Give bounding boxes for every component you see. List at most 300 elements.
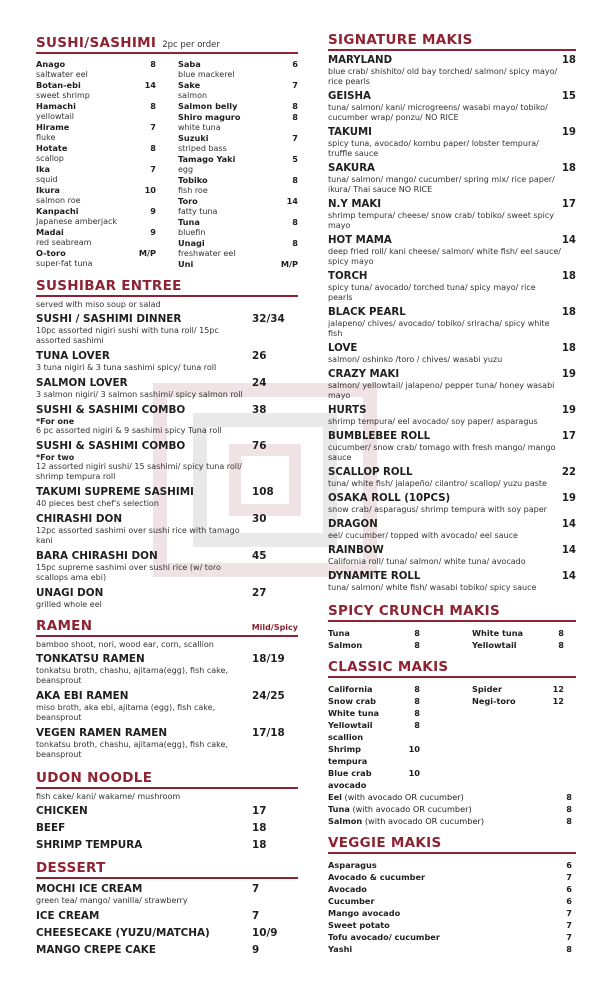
item-price: 8 bbox=[150, 101, 156, 111]
item-name: DRAGON bbox=[328, 519, 378, 530]
item-name: SALMON LOVER bbox=[36, 377, 128, 389]
item-name: CHICKEN bbox=[36, 805, 88, 817]
item-name: TORCH bbox=[328, 271, 368, 282]
sushi-item-row bbox=[178, 154, 298, 165]
item-price: 8 bbox=[566, 804, 572, 814]
item-description: eel/ cucumber/ topped with avocado/ eel sauce bbox=[328, 531, 518, 540]
sushi-item-row bbox=[178, 80, 298, 91]
item-name: Negi-toro bbox=[472, 696, 516, 706]
item-price: 8 bbox=[414, 720, 420, 730]
item-price: 7 bbox=[566, 932, 572, 942]
menu-item-row bbox=[36, 550, 298, 563]
item-description: bluefin bbox=[178, 228, 206, 237]
item-price: 8 bbox=[558, 628, 564, 638]
sushi-item-row bbox=[36, 80, 156, 91]
sushi-sashimi-section bbox=[36, 32, 298, 270]
spicy-crunch-section bbox=[328, 603, 576, 651]
menu-item-row bbox=[36, 513, 298, 526]
item-name: Salmon belly bbox=[178, 101, 238, 111]
item-price: 7 bbox=[252, 883, 260, 895]
maki-item bbox=[328, 235, 576, 267]
menu-item-row bbox=[36, 350, 298, 363]
item-price: 7 bbox=[252, 910, 260, 922]
maki-item-row bbox=[328, 519, 576, 531]
item-name: SUSHI & SASHIMI COMBO bbox=[36, 404, 186, 416]
menu-item-row bbox=[36, 727, 298, 740]
maki-item-row bbox=[328, 571, 576, 583]
sushi-item-row bbox=[36, 185, 156, 196]
item-description: 3 tuna nigiri & 3 tuna sashimi spicy/ tuna roll bbox=[36, 363, 217, 372]
sushi-item bbox=[178, 217, 298, 238]
item-price: 17 bbox=[252, 805, 267, 817]
item-description: deep fried roll/ kani cheese/ salmon/ white fish/ eel sauce/ spicy mayo bbox=[328, 247, 561, 266]
menu-item-row bbox=[36, 927, 298, 940]
sushi-item-row bbox=[36, 164, 156, 175]
item-price: 8 bbox=[150, 143, 156, 153]
item-price: 18 bbox=[561, 343, 576, 354]
item-price: 38 bbox=[252, 404, 267, 416]
sushi-item bbox=[178, 133, 298, 154]
ramen-section bbox=[36, 618, 298, 760]
menu-item bbox=[36, 587, 298, 610]
maki-list-item bbox=[472, 695, 564, 707]
maki-item-row bbox=[328, 307, 576, 319]
maki-list-item bbox=[328, 683, 420, 695]
item-description: tonkatsu broth, chashu, ajitama(egg), fish cake, beansprout bbox=[36, 740, 228, 759]
item-name: GEISHA bbox=[328, 91, 371, 102]
item-name: Saba bbox=[178, 59, 201, 69]
item-description: 10pc assorted nigiri sushi with tuna roll/ 15pc assorted sashimi bbox=[36, 326, 219, 345]
menu-item bbox=[36, 550, 298, 583]
item-name: RAINBOW bbox=[328, 545, 384, 556]
item-name: CHEESECAKE (YUZU/MATCHA) bbox=[36, 927, 210, 939]
item-name: Yashi bbox=[328, 944, 353, 954]
item-name: Shiro maguro bbox=[178, 112, 241, 122]
sushi-list-left bbox=[36, 59, 156, 270]
item-name: Ikura bbox=[36, 185, 60, 195]
item-price: 27 bbox=[252, 587, 267, 599]
menu-item bbox=[36, 944, 298, 957]
menu-item bbox=[36, 313, 298, 346]
left-column bbox=[36, 32, 298, 957]
sushi-item bbox=[178, 175, 298, 196]
sushi-item bbox=[178, 196, 298, 217]
signature-list bbox=[328, 55, 576, 593]
sushi-item bbox=[36, 101, 156, 122]
maki-item bbox=[328, 369, 576, 401]
item-price: 19 bbox=[561, 127, 576, 138]
item-description: scallop bbox=[36, 154, 64, 163]
maki-list-item bbox=[328, 815, 576, 827]
sushi-item-row bbox=[178, 259, 298, 270]
maki-item bbox=[328, 343, 576, 365]
sushi-item bbox=[36, 143, 156, 164]
maki-item bbox=[328, 127, 576, 159]
item-price: 17 bbox=[561, 431, 576, 442]
right-column bbox=[328, 32, 576, 955]
item-price: 8 bbox=[414, 684, 420, 694]
item-name: VEGEN RAMEN RAMEN bbox=[36, 727, 168, 739]
menu-item-row bbox=[36, 839, 298, 852]
item-name: ICE CREAM bbox=[36, 910, 100, 922]
item-name: MOCHI ICE CREAM bbox=[36, 883, 143, 895]
maki-list-item bbox=[328, 883, 576, 895]
udon-header bbox=[36, 770, 298, 789]
item-price: 5 bbox=[292, 154, 298, 164]
item-price: 6 bbox=[566, 896, 572, 906]
item-price: 7 bbox=[566, 920, 572, 930]
sushi-list-right bbox=[178, 59, 298, 270]
spice-level-note: Mild/Spicy bbox=[251, 623, 298, 632]
item-price: 8 bbox=[414, 708, 420, 718]
item-name: Asparagus bbox=[328, 860, 377, 870]
sushi-item-row bbox=[178, 196, 298, 207]
dessert-list bbox=[36, 883, 298, 957]
item-name: Avocado & cucumber bbox=[328, 872, 426, 882]
maki-list-item bbox=[328, 919, 576, 931]
item-name: Toro bbox=[178, 196, 198, 206]
item-name: Yellowtail bbox=[472, 640, 517, 650]
item-name: Tuna bbox=[328, 804, 350, 814]
maki-item-row bbox=[328, 271, 576, 283]
item-description: fluke bbox=[36, 133, 56, 142]
section-description: bamboo shoot, nori, wood ear, corn, scallion bbox=[36, 640, 214, 649]
item-name: TONKATSU RAMEN bbox=[36, 653, 145, 665]
classic-header bbox=[328, 659, 576, 678]
maki-item bbox=[328, 199, 576, 231]
maki-item-row bbox=[328, 199, 576, 211]
item-name-wrap bbox=[328, 803, 472, 815]
item-name: Cucumber bbox=[328, 896, 375, 906]
item-description: tuna/ salmon/ kani/ microgreens/ wasabi mayo/ tobiko/ cucumber wrap/ ponzu/ NO RICE bbox=[328, 103, 548, 122]
maki-item-row bbox=[328, 431, 576, 443]
maki-item bbox=[328, 493, 576, 515]
item-price: 8 bbox=[566, 816, 572, 826]
sushi-item-row bbox=[36, 206, 156, 217]
menu-item-row bbox=[36, 690, 298, 703]
item-price: 24 bbox=[252, 377, 267, 389]
item-price: 12 bbox=[552, 696, 564, 706]
item-description: salmon roe bbox=[36, 196, 81, 205]
veggie-makis-section bbox=[328, 835, 576, 955]
item-name: Avocado bbox=[328, 884, 367, 894]
item-description: yellowtail bbox=[36, 112, 75, 121]
menu-item-row bbox=[36, 377, 298, 390]
item-price: 18/19 bbox=[252, 653, 285, 665]
item-name-wrap bbox=[328, 791, 464, 803]
maki-item-row bbox=[328, 55, 576, 67]
sushi-item bbox=[36, 164, 156, 185]
item-name: Tofu avocado/ cucumber bbox=[328, 932, 440, 942]
item-name: AKA EBI RAMEN bbox=[36, 690, 129, 702]
menu-item-row bbox=[36, 404, 298, 417]
item-price: 8 bbox=[150, 59, 156, 69]
sushi-item bbox=[36, 122, 156, 143]
maki-list-item bbox=[328, 895, 576, 907]
item-price: 18 bbox=[561, 307, 576, 318]
item-price: 14 bbox=[561, 235, 576, 246]
sushi-sashimi-header bbox=[36, 32, 298, 54]
item-description: grilled whole eel bbox=[36, 600, 102, 609]
item-name: HOT MAMA bbox=[328, 235, 392, 246]
item-price: 19 bbox=[561, 493, 576, 504]
maki-list-item bbox=[328, 743, 420, 767]
item-price: M/P bbox=[280, 259, 298, 269]
item-name: SAKURA bbox=[328, 163, 375, 174]
item-name: Eel bbox=[328, 792, 342, 802]
item-price: 10/9 bbox=[252, 927, 278, 939]
item-option-note: (with avocado OR cucumber) bbox=[349, 804, 472, 814]
spicy-list-right bbox=[472, 627, 564, 651]
udon-section bbox=[36, 770, 298, 852]
item-price: 17/18 bbox=[252, 727, 285, 739]
menu-item bbox=[36, 653, 298, 686]
classic-list-right bbox=[472, 683, 564, 791]
classic-extra-list bbox=[328, 791, 576, 827]
item-name: MARYLAND bbox=[328, 55, 393, 66]
maki-item bbox=[328, 431, 576, 463]
item-price: 6 bbox=[566, 884, 572, 894]
item-name: MANGO CREPE CAKE bbox=[36, 944, 156, 956]
maki-item-row bbox=[328, 91, 576, 103]
menu-item bbox=[36, 910, 298, 923]
sushi-item bbox=[178, 238, 298, 259]
maki-item bbox=[328, 55, 576, 87]
spicy-header bbox=[328, 603, 576, 622]
item-description: salmon bbox=[178, 91, 208, 100]
item-price: 30 bbox=[252, 513, 267, 525]
sushi-item bbox=[178, 112, 298, 133]
item-price: 19 bbox=[561, 369, 576, 380]
section-title: SIGNATURE MAKIS bbox=[328, 32, 473, 48]
item-price: 10 bbox=[144, 185, 156, 195]
sushi-item-row bbox=[178, 217, 298, 228]
sushi-item bbox=[178, 259, 298, 270]
maki-list-item bbox=[328, 943, 576, 955]
item-price: 19 bbox=[561, 405, 576, 416]
section-title: SUSHIBAR ENTREE bbox=[36, 278, 182, 294]
sushi-item bbox=[36, 227, 156, 248]
item-name: Unagi bbox=[178, 238, 205, 248]
section-subtitle: 2pc per order bbox=[162, 40, 220, 50]
item-description: super-fat tuna bbox=[36, 259, 93, 268]
item-price: 14 bbox=[144, 80, 156, 90]
item-name: CHIRASHI DON bbox=[36, 513, 123, 525]
maki-item bbox=[328, 91, 576, 123]
item-price: 7 bbox=[292, 80, 298, 90]
item-name-wrap bbox=[328, 815, 484, 827]
maki-list-item bbox=[328, 767, 420, 791]
maki-list-item bbox=[328, 871, 576, 883]
item-name: Salmon bbox=[328, 816, 363, 826]
item-price: 7 bbox=[566, 872, 572, 882]
item-price: 24/25 bbox=[252, 690, 285, 702]
item-name: SUSHI / SASHIMI DINNER bbox=[36, 313, 182, 325]
item-name: Shrimp tempura bbox=[328, 744, 368, 766]
maki-list-item bbox=[472, 683, 564, 695]
sushi-item-row bbox=[36, 248, 156, 259]
signature-makis-section bbox=[328, 32, 576, 593]
item-description: 15pc supreme sashimi over sushi rice (w/ toro scallops ama ebi) bbox=[36, 563, 221, 582]
item-description: shrimp tempura/ eel avocado/ soy paper/ asparagus bbox=[328, 417, 538, 426]
maki-item bbox=[328, 163, 576, 195]
item-price: 8 bbox=[292, 175, 298, 185]
sushi-item-row bbox=[36, 227, 156, 238]
item-price: 22 bbox=[561, 467, 576, 478]
item-name: California bbox=[328, 684, 373, 694]
item-price: 7 bbox=[150, 164, 156, 174]
item-price: 8 bbox=[414, 628, 420, 638]
item-name: White tuna bbox=[472, 628, 524, 638]
menu-item-row bbox=[36, 486, 298, 499]
ramen-list bbox=[36, 653, 298, 760]
sushibar-entree-section bbox=[36, 278, 298, 610]
item-description: squid bbox=[36, 175, 58, 184]
sushi-item bbox=[36, 80, 156, 101]
item-description: snow crab/ asparagus/ shrimp tempura with soy paper bbox=[328, 505, 547, 514]
maki-item bbox=[328, 571, 576, 593]
item-price: 9 bbox=[252, 944, 260, 956]
maki-list-item bbox=[328, 707, 420, 719]
item-description: striped bass bbox=[178, 144, 227, 153]
section-title: CLASSIC MAKIS bbox=[328, 659, 449, 675]
item-name: Hamachi bbox=[36, 101, 76, 111]
menu-item-row bbox=[36, 822, 298, 835]
item-price: 17 bbox=[561, 199, 576, 210]
section-title: UDON NOODLE bbox=[36, 770, 153, 786]
item-name: Spider bbox=[472, 684, 503, 694]
item-price: 7 bbox=[150, 122, 156, 132]
sushi-item-row bbox=[178, 112, 298, 123]
item-price: 18 bbox=[561, 55, 576, 66]
maki-item bbox=[328, 307, 576, 339]
item-name: Anago bbox=[36, 59, 66, 69]
item-description: shrimp tempura/ cheese/ snow crab/ tobiko/ sweet spicy mayo bbox=[328, 211, 555, 230]
item-description: tuna/ salmon/ white fish/ wasabi tobiko/ spicy sauce bbox=[328, 583, 537, 592]
section-title: DESSERT bbox=[36, 860, 106, 876]
item-price: 8 bbox=[292, 112, 298, 122]
item-price: 18 bbox=[252, 822, 267, 834]
item-price: 8 bbox=[292, 101, 298, 111]
item-description: fatty tuna bbox=[178, 207, 218, 216]
menu-item bbox=[36, 822, 298, 835]
section-title: SPICY CRUNCH MAKIS bbox=[328, 603, 500, 619]
entree-header bbox=[36, 278, 298, 297]
item-name: BARA CHIRASHI DON bbox=[36, 550, 158, 562]
maki-item bbox=[328, 405, 576, 427]
maki-item-row bbox=[328, 163, 576, 175]
item-description: California roll/ tuna/ salmon/ white tuna/ avocado bbox=[328, 557, 526, 566]
item-price: 76 bbox=[252, 440, 267, 452]
item-serving-note: *For one bbox=[36, 417, 75, 426]
maki-list-item bbox=[328, 859, 576, 871]
item-description: blue crab/ shishito/ old bay torched/ salmon/ spicy mayo/ rice pearls bbox=[328, 67, 558, 86]
item-price: 6 bbox=[566, 860, 572, 870]
item-price: 8 bbox=[414, 640, 420, 650]
item-name: Hirame bbox=[36, 122, 70, 132]
item-name: SHRIMP TEMPURA bbox=[36, 839, 143, 851]
item-name: Tuna bbox=[178, 217, 200, 227]
item-price: 10 bbox=[408, 744, 420, 754]
maki-list-item bbox=[328, 627, 420, 639]
maki-item-row bbox=[328, 127, 576, 139]
item-price: 14 bbox=[561, 519, 576, 530]
menu-item bbox=[36, 690, 298, 723]
item-price: 15 bbox=[561, 91, 576, 102]
item-price: 8 bbox=[292, 217, 298, 227]
item-description: Japanese amberjack bbox=[36, 217, 118, 226]
menu-item-row bbox=[36, 587, 298, 600]
item-price: 14 bbox=[561, 545, 576, 556]
section-description: fish cake/ kani/ wakame/ mushroom bbox=[36, 792, 181, 801]
menu-item bbox=[36, 927, 298, 940]
ramen-header bbox=[36, 618, 298, 637]
dessert-header bbox=[36, 860, 298, 879]
maki-item-row bbox=[328, 467, 576, 479]
item-description: miso broth, aka ebi, ajitama (egg), fish cake, beansprout bbox=[36, 703, 216, 722]
item-name: Yellowtail scallion bbox=[328, 720, 373, 742]
sushi-item-row bbox=[36, 101, 156, 112]
item-name: Salmon bbox=[328, 640, 363, 650]
item-description: freshwater eel bbox=[178, 249, 236, 258]
sushi-item bbox=[36, 59, 156, 80]
item-price: M/P bbox=[138, 248, 156, 258]
entree-list bbox=[36, 313, 298, 610]
menu-item bbox=[36, 883, 298, 906]
sushi-item-row bbox=[178, 238, 298, 249]
item-description: cucumber/ snow crab/ tomago with fresh mango/ mango sauce bbox=[328, 443, 556, 462]
maki-item-row bbox=[328, 369, 576, 381]
item-name: Sweet potato bbox=[328, 920, 390, 930]
maki-item-row bbox=[328, 405, 576, 417]
maki-list-item bbox=[328, 695, 420, 707]
menu-item-row bbox=[36, 910, 298, 923]
maki-list-item bbox=[328, 639, 420, 651]
item-description: salmon/ yellowtail/ jalapeno/ pepper tuna/ honey wasabi mayo bbox=[328, 381, 555, 400]
classic-makis-section bbox=[328, 659, 576, 827]
spicy-list-left bbox=[328, 627, 420, 651]
item-name: Uni bbox=[178, 259, 194, 269]
item-name: TUNA LOVER bbox=[36, 350, 110, 362]
item-name: O-toro bbox=[36, 248, 66, 258]
sushi-item-row bbox=[36, 143, 156, 154]
sushi-item-row bbox=[178, 133, 298, 144]
item-price: 8 bbox=[558, 640, 564, 650]
item-price: 14 bbox=[561, 571, 576, 582]
item-name: Tamago Yaki bbox=[178, 154, 236, 164]
sushi-item bbox=[178, 59, 298, 80]
spicy-grid bbox=[328, 627, 576, 651]
menu-item-row bbox=[36, 313, 298, 326]
item-name: UNAGI DON bbox=[36, 587, 104, 599]
item-name: Snow crab bbox=[328, 696, 377, 706]
item-description: red seabream bbox=[36, 238, 92, 247]
item-name: BEEF bbox=[36, 822, 66, 834]
item-price: 9 bbox=[150, 206, 156, 216]
item-description: tonkatsu broth, chashu, ajitama(egg), fish cake, beansprout bbox=[36, 666, 228, 685]
menu-item-row bbox=[36, 440, 298, 453]
udon-list bbox=[36, 805, 298, 852]
item-price: 108 bbox=[252, 486, 274, 498]
item-price: 8 bbox=[292, 238, 298, 248]
item-description: jalapeno/ chives/ avocado/ tobiko/ sriracha/ spicy white fish bbox=[328, 319, 550, 338]
sushi-item-row bbox=[178, 59, 298, 70]
item-description: saltwater eel bbox=[36, 70, 88, 79]
menu-item-row bbox=[36, 653, 298, 666]
item-name: Tuna bbox=[328, 628, 350, 638]
maki-list-item bbox=[328, 907, 576, 919]
item-name: Blue crab avocado bbox=[328, 768, 372, 790]
